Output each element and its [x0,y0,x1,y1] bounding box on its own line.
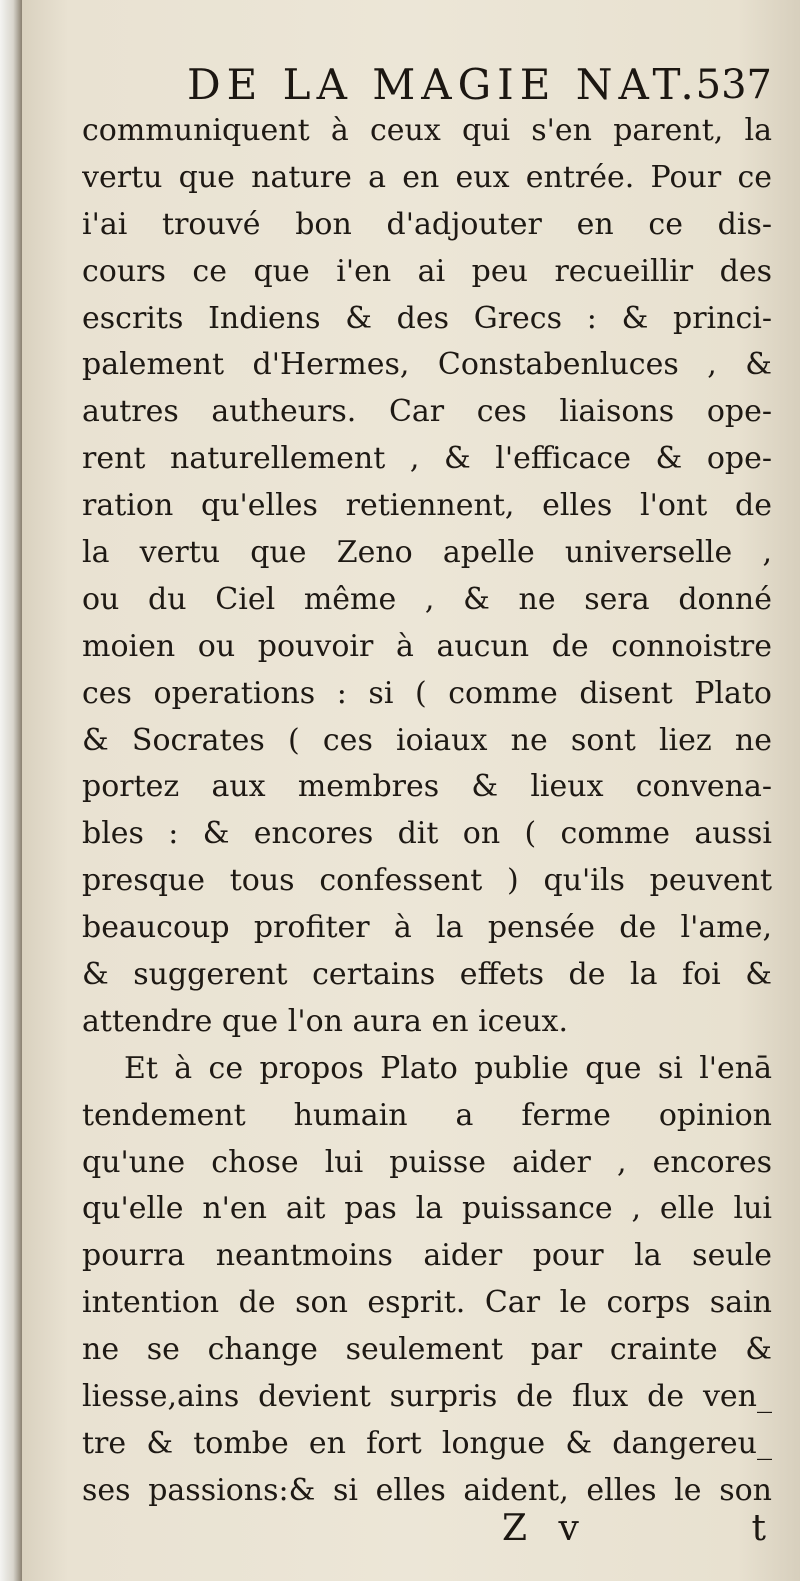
text-line: communiquent à ceux qui s'en parent, la [82,113,772,148]
text-line: attendre que l'on aura en iceux. [82,1003,568,1039]
text-line: rent naturellement , & l'efficace & ope- [82,441,772,477]
text-line: cours ce que i'en ai peu recueillir des [82,253,772,289]
text-line: & Socrates ( ces ioiaux ne sont liez ne [82,722,772,758]
text-line: ces operations : si ( comme disent Plato [82,675,772,711]
binding-gutter [0,0,22,1581]
text-line: autres autheurs. Car ces liaisons ope- [82,394,772,430]
text-line: beaucoup profiter à la pensée de l'ame, [82,910,772,946]
text-line: vertu que nature a en eux entrée. Pour ce [82,159,772,195]
catchword: t [751,1508,766,1549]
text-line: & suggerent certains effets de la foi & [82,957,772,993]
text-line: tendement humain a ferme opinion [82,1097,772,1133]
text-line: bles : & encores dit on ( comme aussi [82,816,772,852]
text-line: intention de son esprit. Car le corps sain [82,1285,772,1321]
text-line: portez aux membres & lieux convena- [82,769,772,805]
text-line: qu'une chose lui puisse aider , encores [82,1144,772,1180]
text-line: qu'elle n'en ait pas la puissance , elle lui [82,1191,772,1227]
text-line: i'ai trouvé bon d'adjouter en ce dis- [82,206,772,242]
text-line: ration qu'elles retiennent, elles l'ont de [82,488,772,524]
text-line: Et à ce propos Plato publie que si l'enā [124,1050,772,1086]
page-footer [82,1508,772,1558]
body-text [82,108,772,1515]
signature-mark: Z v [502,1508,589,1549]
text-line: ses passions:& si elles aident, elles le son [82,1472,772,1508]
text-line: la vertu que Zeno apelle universelle , [82,535,772,571]
text-line: ne se change seulement par crainte & [82,1332,772,1368]
running-title: DE LA MAGIE NAT. [187,60,700,109]
text-line: palement d'Hermes, Constabenluces , & [82,347,772,383]
text-line: pourra neantmoins aider pour la seule [82,1238,772,1274]
text-line: tre & tombe en fort longue & dangereu_ [82,1425,772,1461]
text-line: ou du Ciel même , & ne sera donné [82,581,772,617]
text-line: liesse,ains devient surpris de flux de ven_ [82,1379,772,1415]
page-number: 537 [695,62,772,108]
text-line: moien ou pouvoir à aucun de connoistre [82,628,772,664]
text-line: presque tous confessent ) qu'ils peuvent [82,863,772,899]
text-line: escrits Indiens & des Grecs : & princi- [82,300,772,336]
